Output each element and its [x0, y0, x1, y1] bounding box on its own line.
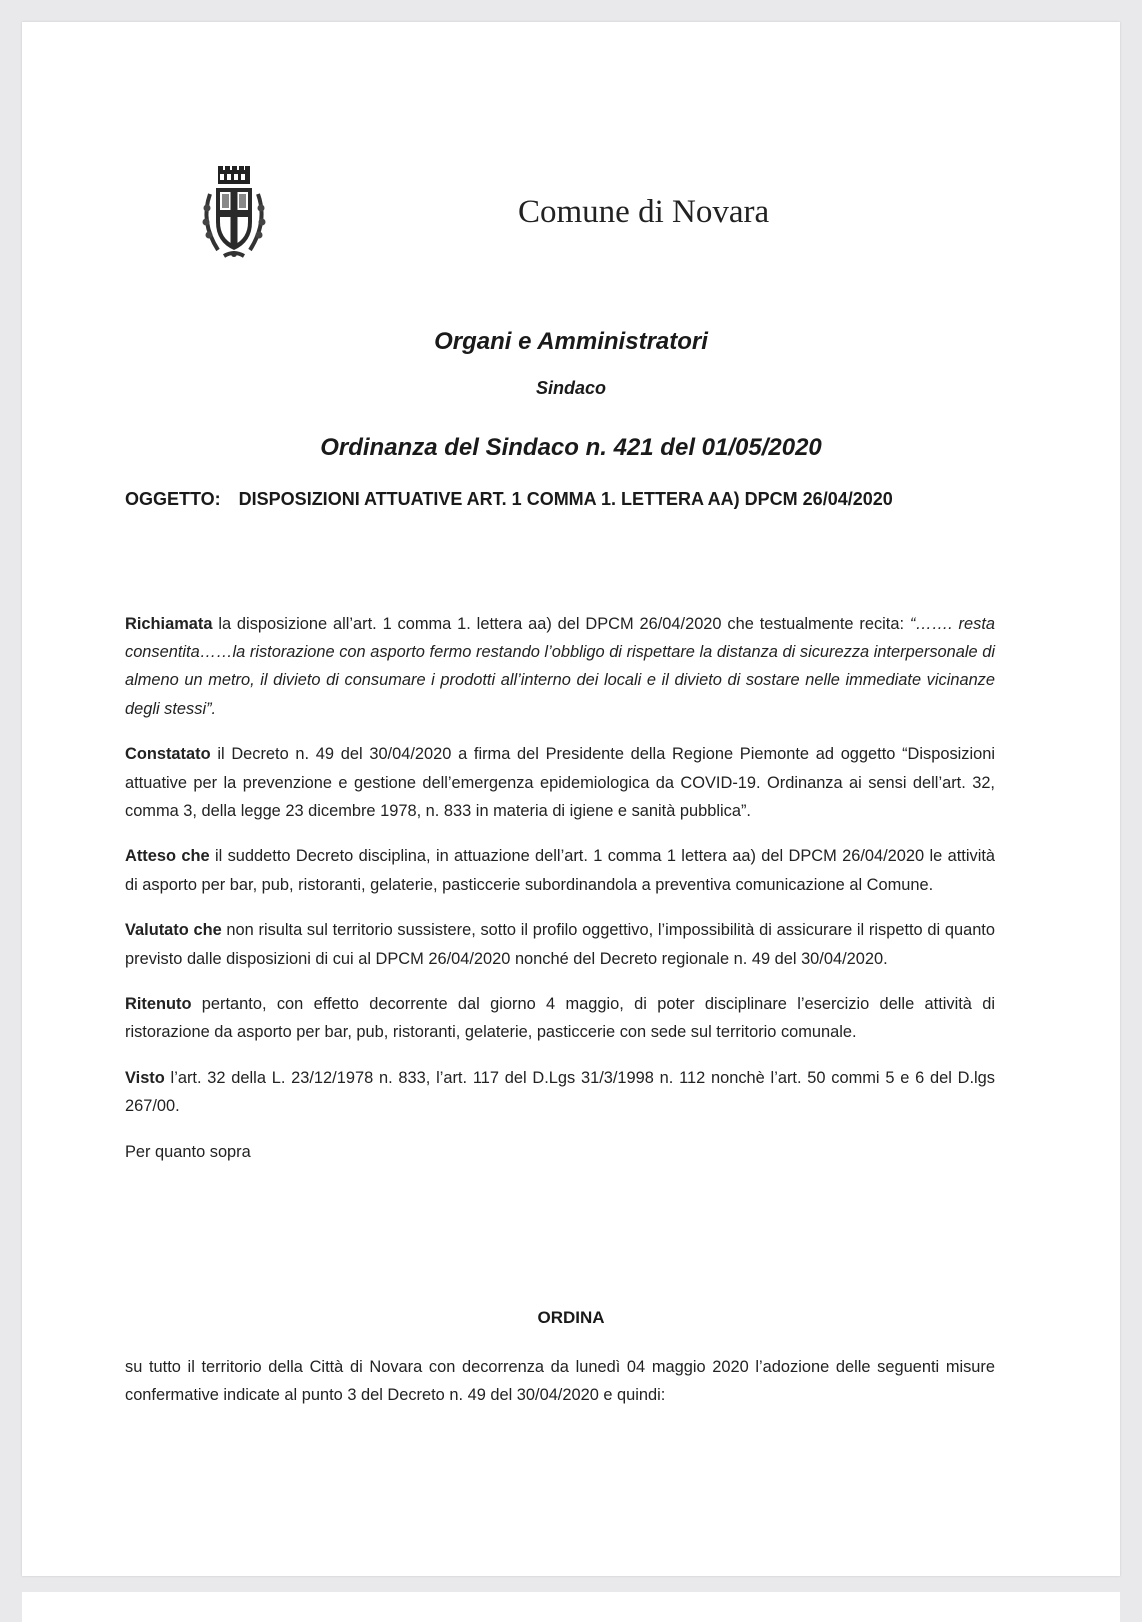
- document-page: [22, 22, 1120, 1576]
- ordina-paragraph: su tutto il territorio della Città di Novara con decorrenza da lunedì 04 maggio 2020 l’adozione delle seguenti misure confermative indicate al punto 3 del Decreto n. 49 del 30/04/2020 e quindi:: [125, 1358, 995, 1405]
- lead-constatato: Constatato: [125, 745, 211, 764]
- text-valutato: non risulta sul territorio sussistere, sotto il profilo oggettivo, l’impossibilità di assicurare il rispetto di quanto previsto dalle disposizioni di cui al DPCM 26/04/2020 nonché del Decreto regionale n. 49 del 30/04/2020.: [125, 921, 995, 968]
- lead-ritenuto: Ritenuto: [125, 995, 192, 1014]
- quote-richiamata: “……. resta consentita……la ristorazione con asporto fermo restando l’obbligo di rispettare la distanza di sicurezza interpersonale di almeno un metro, il divieto di consumare i prodotti all’interno dei locali e il divieto di sostare nelle immediate vicinanze degli stessi”.: [125, 615, 995, 718]
- oggetto-text: DISPOSIZIONI ATTUATIVE ART. 1 COMMA 1. LETTERA AA) DPCM 26/04/2020: [238, 489, 893, 509]
- paragraph-atteso: [125, 842, 995, 898]
- text-atteso: il suddetto Decreto disciplina, in attuazione dell’art. 1 comma 1 lettera aa) del DPCM 26/04/2020 le attività di asporto per bar, pub, ristoranti, gelaterie, pasticcerie subordinandola a preventiva comunicazione al Comune.: [125, 847, 995, 894]
- comune-title: Comune di Novara: [518, 194, 770, 230]
- text-ritenuto: pertanto, con effetto decorrente dal giorno 4 maggio, di poter disciplinare l’esercizio delle attività di ristorazione da asporto per bar, pub, ristoranti, gelaterie, pasticcerie con sede sul territorio comunale.: [125, 995, 995, 1042]
- paragraph-ritenuto: [125, 990, 995, 1046]
- text-visto: l’art. 32 della L. 23/12/1978 n. 833, l’art. 117 del D.Lgs 31/3/1998 n. 112 nonchè l’art. 50 commi 5 e 6 del D.lgs 267/00.: [125, 1069, 995, 1116]
- paragraph-constatato: [125, 740, 995, 825]
- paragraph-valutato: [125, 916, 995, 972]
- organi-heading: Organi e Amministratori: [434, 328, 708, 355]
- next-page-edge: [22, 1592, 1120, 1622]
- document-body: [125, 610, 995, 1184]
- sindaco-heading: Sindaco: [535, 378, 606, 398]
- ordinanza-title: Ordinanza del Sindaco n. 421 del 01/05/2020: [320, 434, 822, 461]
- paragraph-richiamata: [125, 610, 995, 723]
- text-constatato: il Decreto n. 49 del 30/04/2020 a firma del Presidente della Regione Piemonte ad oggetto “Disposizioni attuative per la prevenzione e gestione dell’emergenza epidemiologica da COVID-19. Ordinanza ai sensi dell’art. 32, comma 3, della legge 23 dicembre 1978, n. 833 in materia di igiene e sanità pubblica”.: [125, 745, 995, 820]
- text-richiamata: la disposizione all’art. 1 comma 1. lettera aa) del DPCM 26/04/2020 che testualmente recita:: [212, 615, 910, 633]
- novara-coat-of-arms-icon: [194, 164, 274, 264]
- ordina-heading: ORDINA: [537, 1308, 605, 1327]
- oggetto-label: OGGETTO:: [125, 489, 221, 509]
- paragraph-visto: [125, 1064, 995, 1120]
- oggetto-line: [125, 489, 893, 510]
- paragraph-per-quanto: Per quanto sopra: [125, 1143, 251, 1162]
- lead-richiamata: Richiamata: [125, 615, 213, 633]
- lead-atteso: Atteso che: [125, 847, 210, 866]
- lead-visto: Visto: [125, 1069, 165, 1088]
- lead-valutato: Valutato che: [125, 921, 222, 940]
